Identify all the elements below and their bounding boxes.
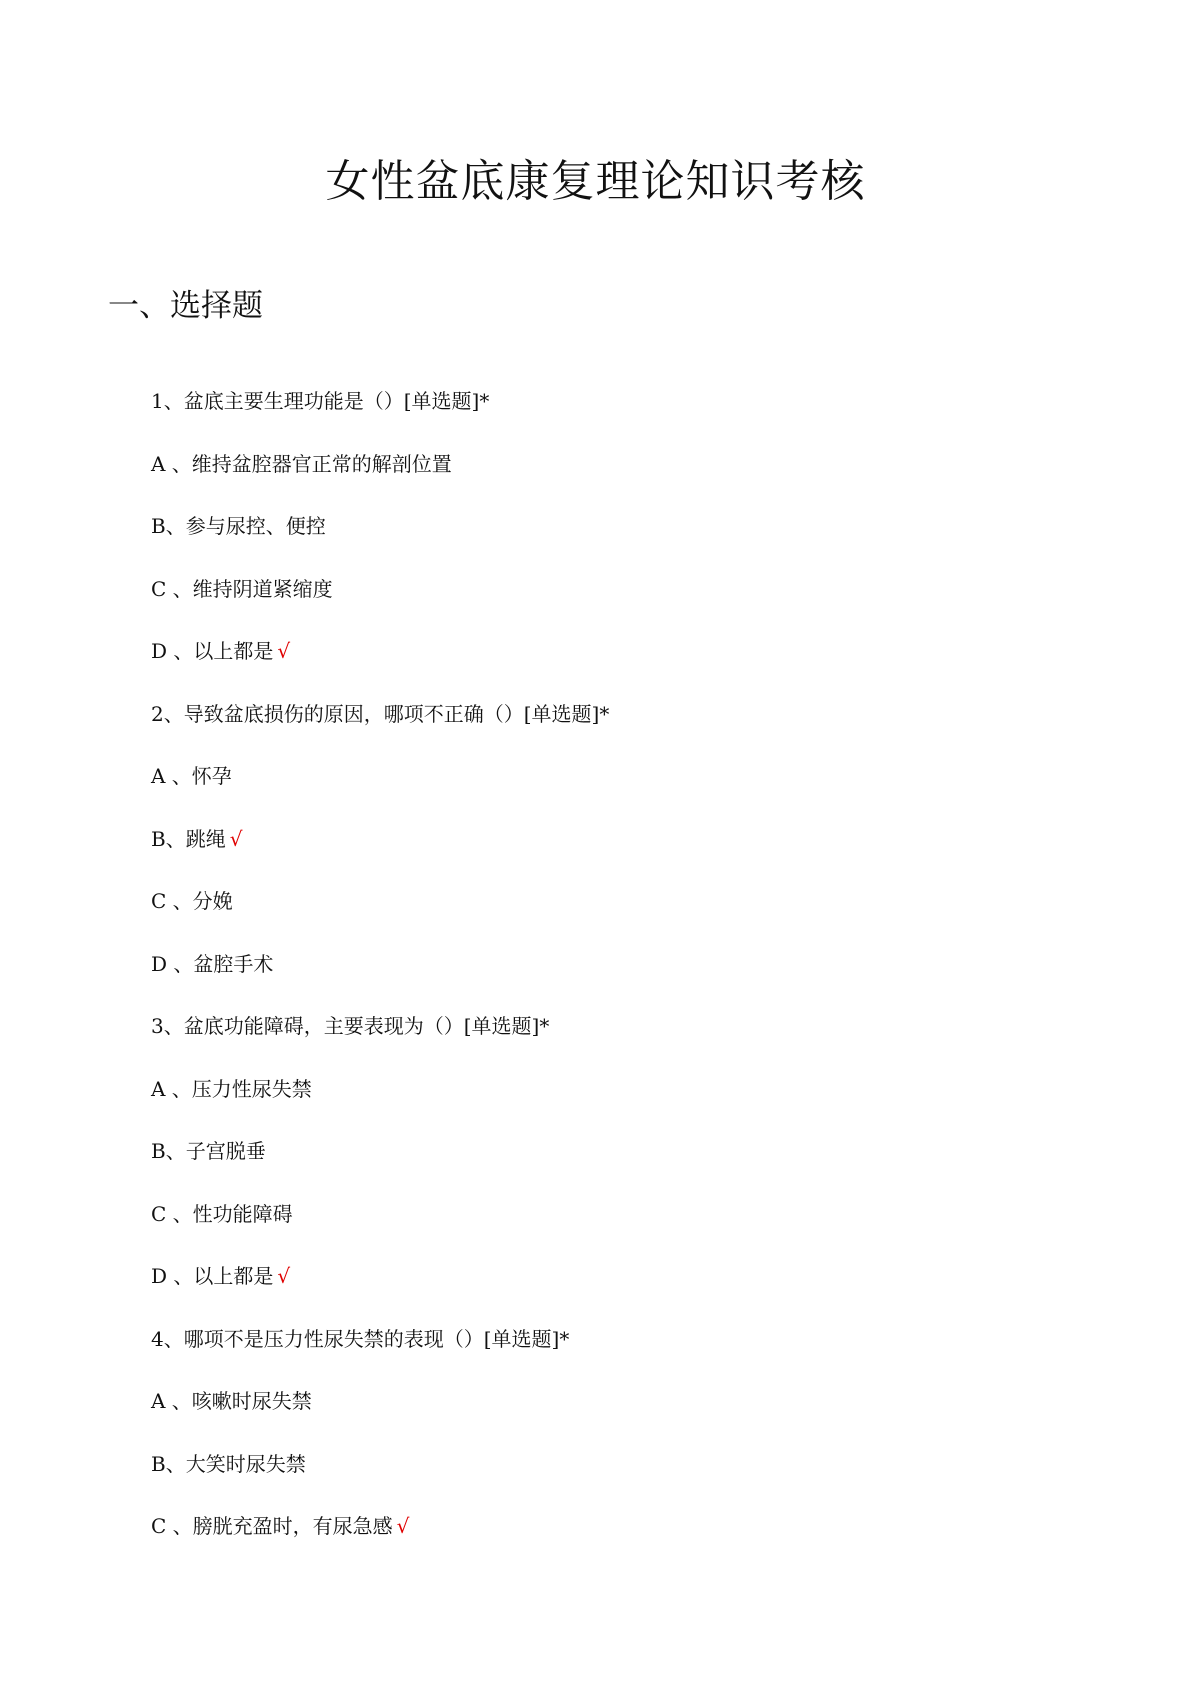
- question-prompt: 2、导致盆底损伤的原因，哪项不正确（）[单选题]*: [151, 701, 610, 726]
- document-title: 女性盆底康复理论知识考核: [325, 156, 866, 207]
- question-list: [151, 386, 1131, 1574]
- option-text: B、子宫脱垂: [151, 1139, 266, 1163]
- option-text: A 、维持盆腔器官正常的解剖位置: [151, 451, 452, 476]
- option-text: B、参与尿控、便控: [151, 514, 326, 538]
- answer-option[interactable]: [151, 636, 1131, 699]
- answer-option[interactable]: [151, 824, 1131, 887]
- correct-check-icon: √: [229, 826, 243, 851]
- option-text: A 、压力性尿失禁: [151, 1076, 312, 1101]
- option-text: A 、怀孕: [151, 764, 232, 788]
- answer-option[interactable]: [151, 1449, 1131, 1512]
- correct-check-icon: √: [277, 639, 291, 663]
- answer-option[interactable]: [151, 1136, 1131, 1199]
- option-text: C 、分娩: [151, 889, 233, 913]
- answer-option[interactable]: [151, 1386, 1131, 1449]
- question-prompt: 1、盆底主要生理功能是（）[单选题]*: [151, 389, 490, 413]
- answer-option[interactable]: [151, 1261, 1131, 1324]
- option-text: C 、维持阴道紧缩度: [151, 576, 333, 601]
- option-text: B、大笑时尿失禁: [151, 1451, 306, 1476]
- question-prompt: 3、盆底功能障碍，主要表现为（）[单选题]*: [151, 1014, 550, 1038]
- answer-option[interactable]: [151, 574, 1131, 637]
- option-text: C 、膀胱充盈时，有尿急感: [151, 1514, 393, 1538]
- option-text: C 、性功能障碍: [151, 1201, 293, 1226]
- answer-option[interactable]: [151, 949, 1131, 1012]
- answer-option[interactable]: [151, 1511, 1131, 1574]
- option-text: A 、咳嗽时尿失禁: [151, 1389, 312, 1413]
- option-text: D 、以上都是: [151, 1264, 274, 1288]
- correct-check-icon: √: [277, 1264, 291, 1288]
- answer-option[interactable]: [151, 449, 1131, 512]
- answer-option[interactable]: [151, 1199, 1131, 1262]
- option-text: D 、盆腔手术: [151, 951, 274, 976]
- option-text: D 、以上都是: [151, 639, 274, 663]
- section-heading: 一、选择题: [108, 288, 263, 324]
- answer-option[interactable]: [151, 511, 1131, 574]
- answer-option[interactable]: [151, 761, 1131, 824]
- question-prompt: 4、哪项不是压力性尿失禁的表现（）[单选题]*: [151, 1326, 570, 1351]
- answer-option[interactable]: [151, 1074, 1131, 1137]
- correct-check-icon: √: [396, 1514, 410, 1538]
- option-text: B、跳绳: [151, 826, 226, 851]
- answer-option[interactable]: [151, 886, 1131, 949]
